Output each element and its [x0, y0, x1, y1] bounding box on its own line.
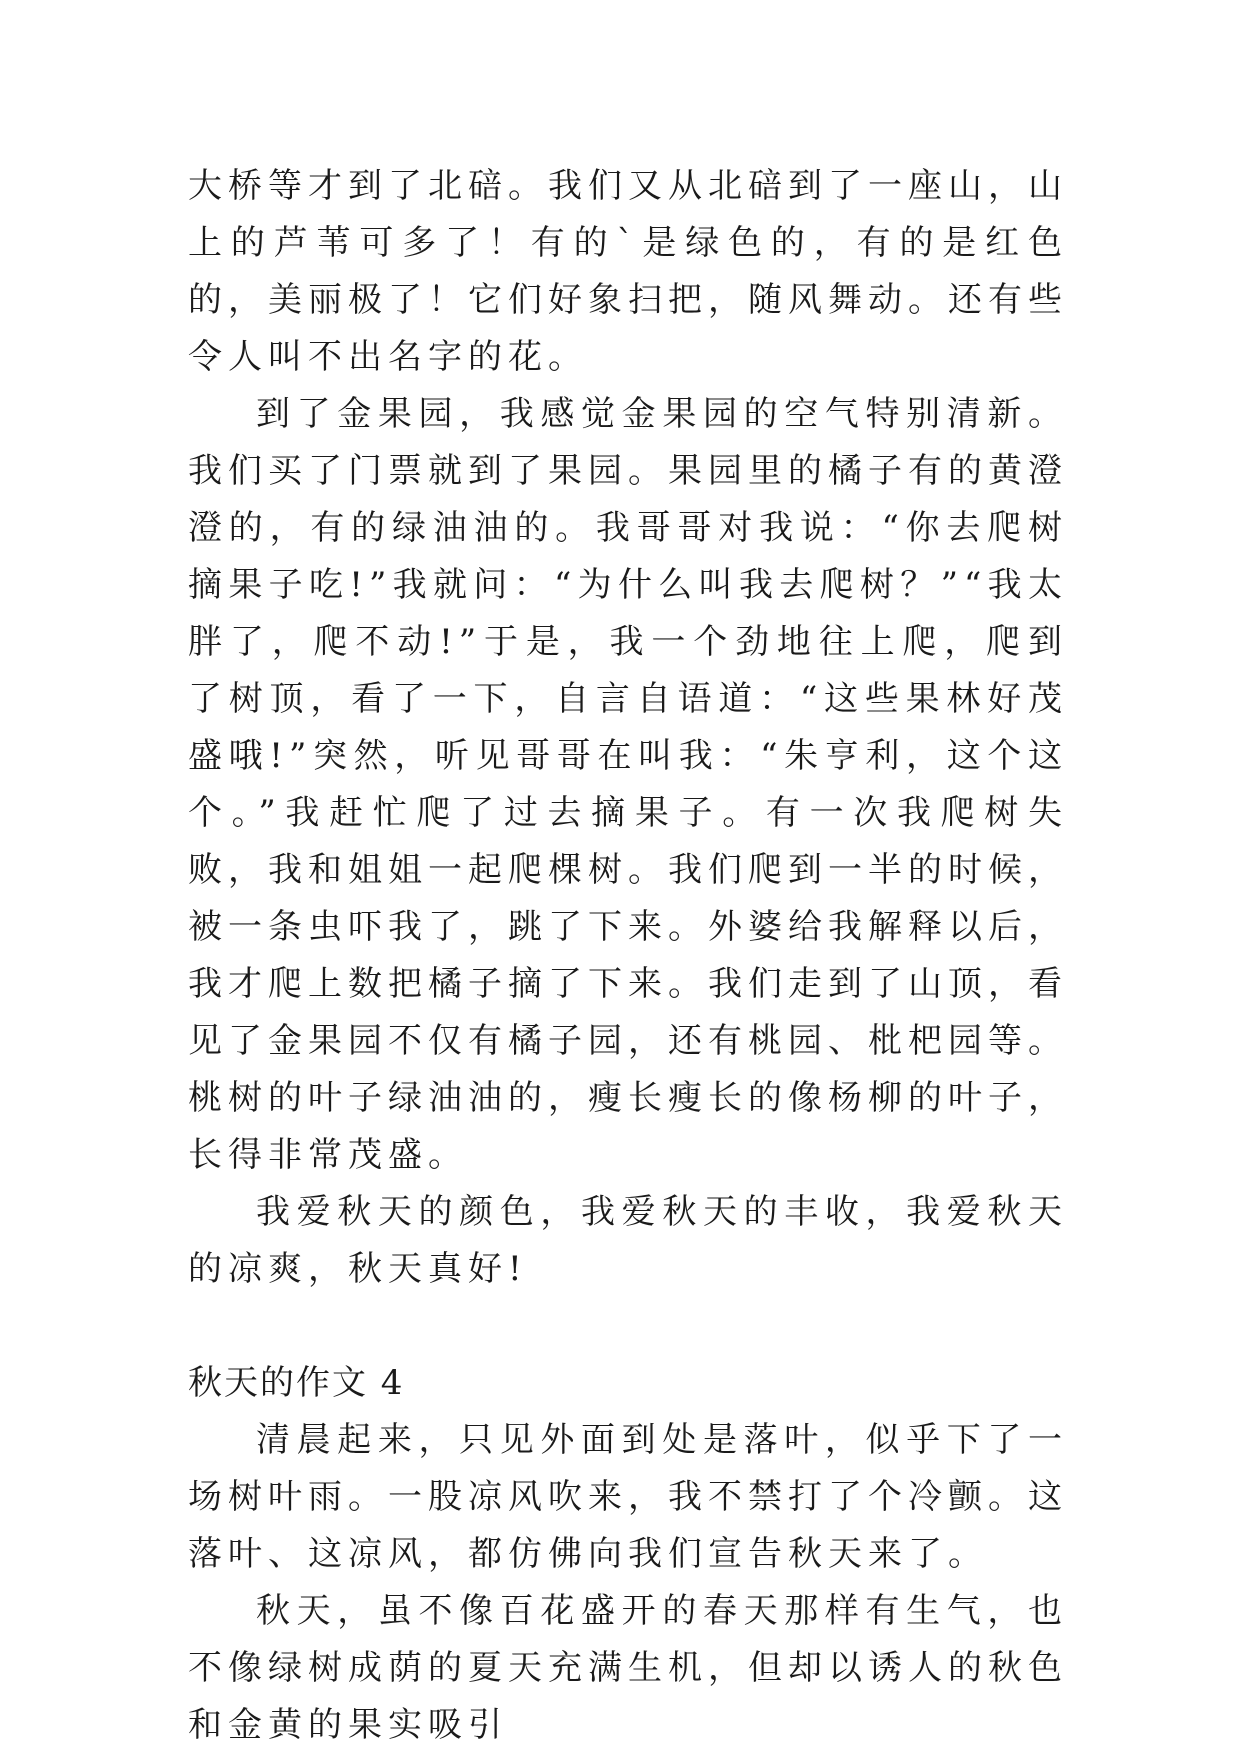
paragraph-bridge-reeds: 大桥等才到了北碚。我们又从北碚到了一座山，山上的芦苇可多了！有的`是绿色的，有的是红色的，美丽极了！它们好象扫把，随风舞动。还有些令人叫不出名字的花。 — [188, 166, 1068, 377]
section-heading: 秋天的作文 4 — [188, 1363, 405, 1403]
paragraph-golden-orchard: 到了金果园，我感觉金果园的空气特别清新。我们买了门票就到了果园。果园里的橘子有的黄澄澄的，有的绿油油的。我哥哥对我说：“你去爬树摘果子吃!”我就问：“为什么叫我去爬树？”“我太胖了，爬不动!”于是，我一个劲地往上爬，爬到了树顶，看了一下，自言自语道：“这些果林好茂盛哦!”突然，听见哥哥在叫我：“朱亨利，这个这个。”我赶忙爬了过去摘果子。有一次我爬树失败，我和姐姐一起爬棵树。我们爬到一半的时候，被一条虫吓我了，跳了下来。外婆给我解释以后，我才爬上数把橘子摘了下来。我们走到了山顶，看见了金果园不仅有橘子园，还有桃园、枇杷园等。桃树的叶子绿油油的，瘦长瘦长的像杨柳的叶子，长得非常茂盛。 — [188, 394, 1068, 1175]
paragraph-love-autumn: 我爱秋天的颜色，我爱秋天的丰收，我爱秋天的凉爽，秋天真好! — [188, 1192, 1068, 1289]
section-spacer — [188, 1298, 1068, 1355]
document-body — [188, 158, 1068, 1754]
paragraph-morning-leaves: 清晨起来，只见外面到处是落叶，似乎下了一场树叶雨。一股凉风吹来，我不禁打了个冷颤。这落叶、这凉风，都仿佛向我们宣告秋天来了。 — [188, 1420, 1068, 1574]
paragraph-autumn-comparison: 秋天，虽不像百花盛开的春天那样有生气，也不像绿树成荫的夏天充满生机，但却以诱人的秋色和金黄的果实吸引 — [188, 1591, 1068, 1745]
